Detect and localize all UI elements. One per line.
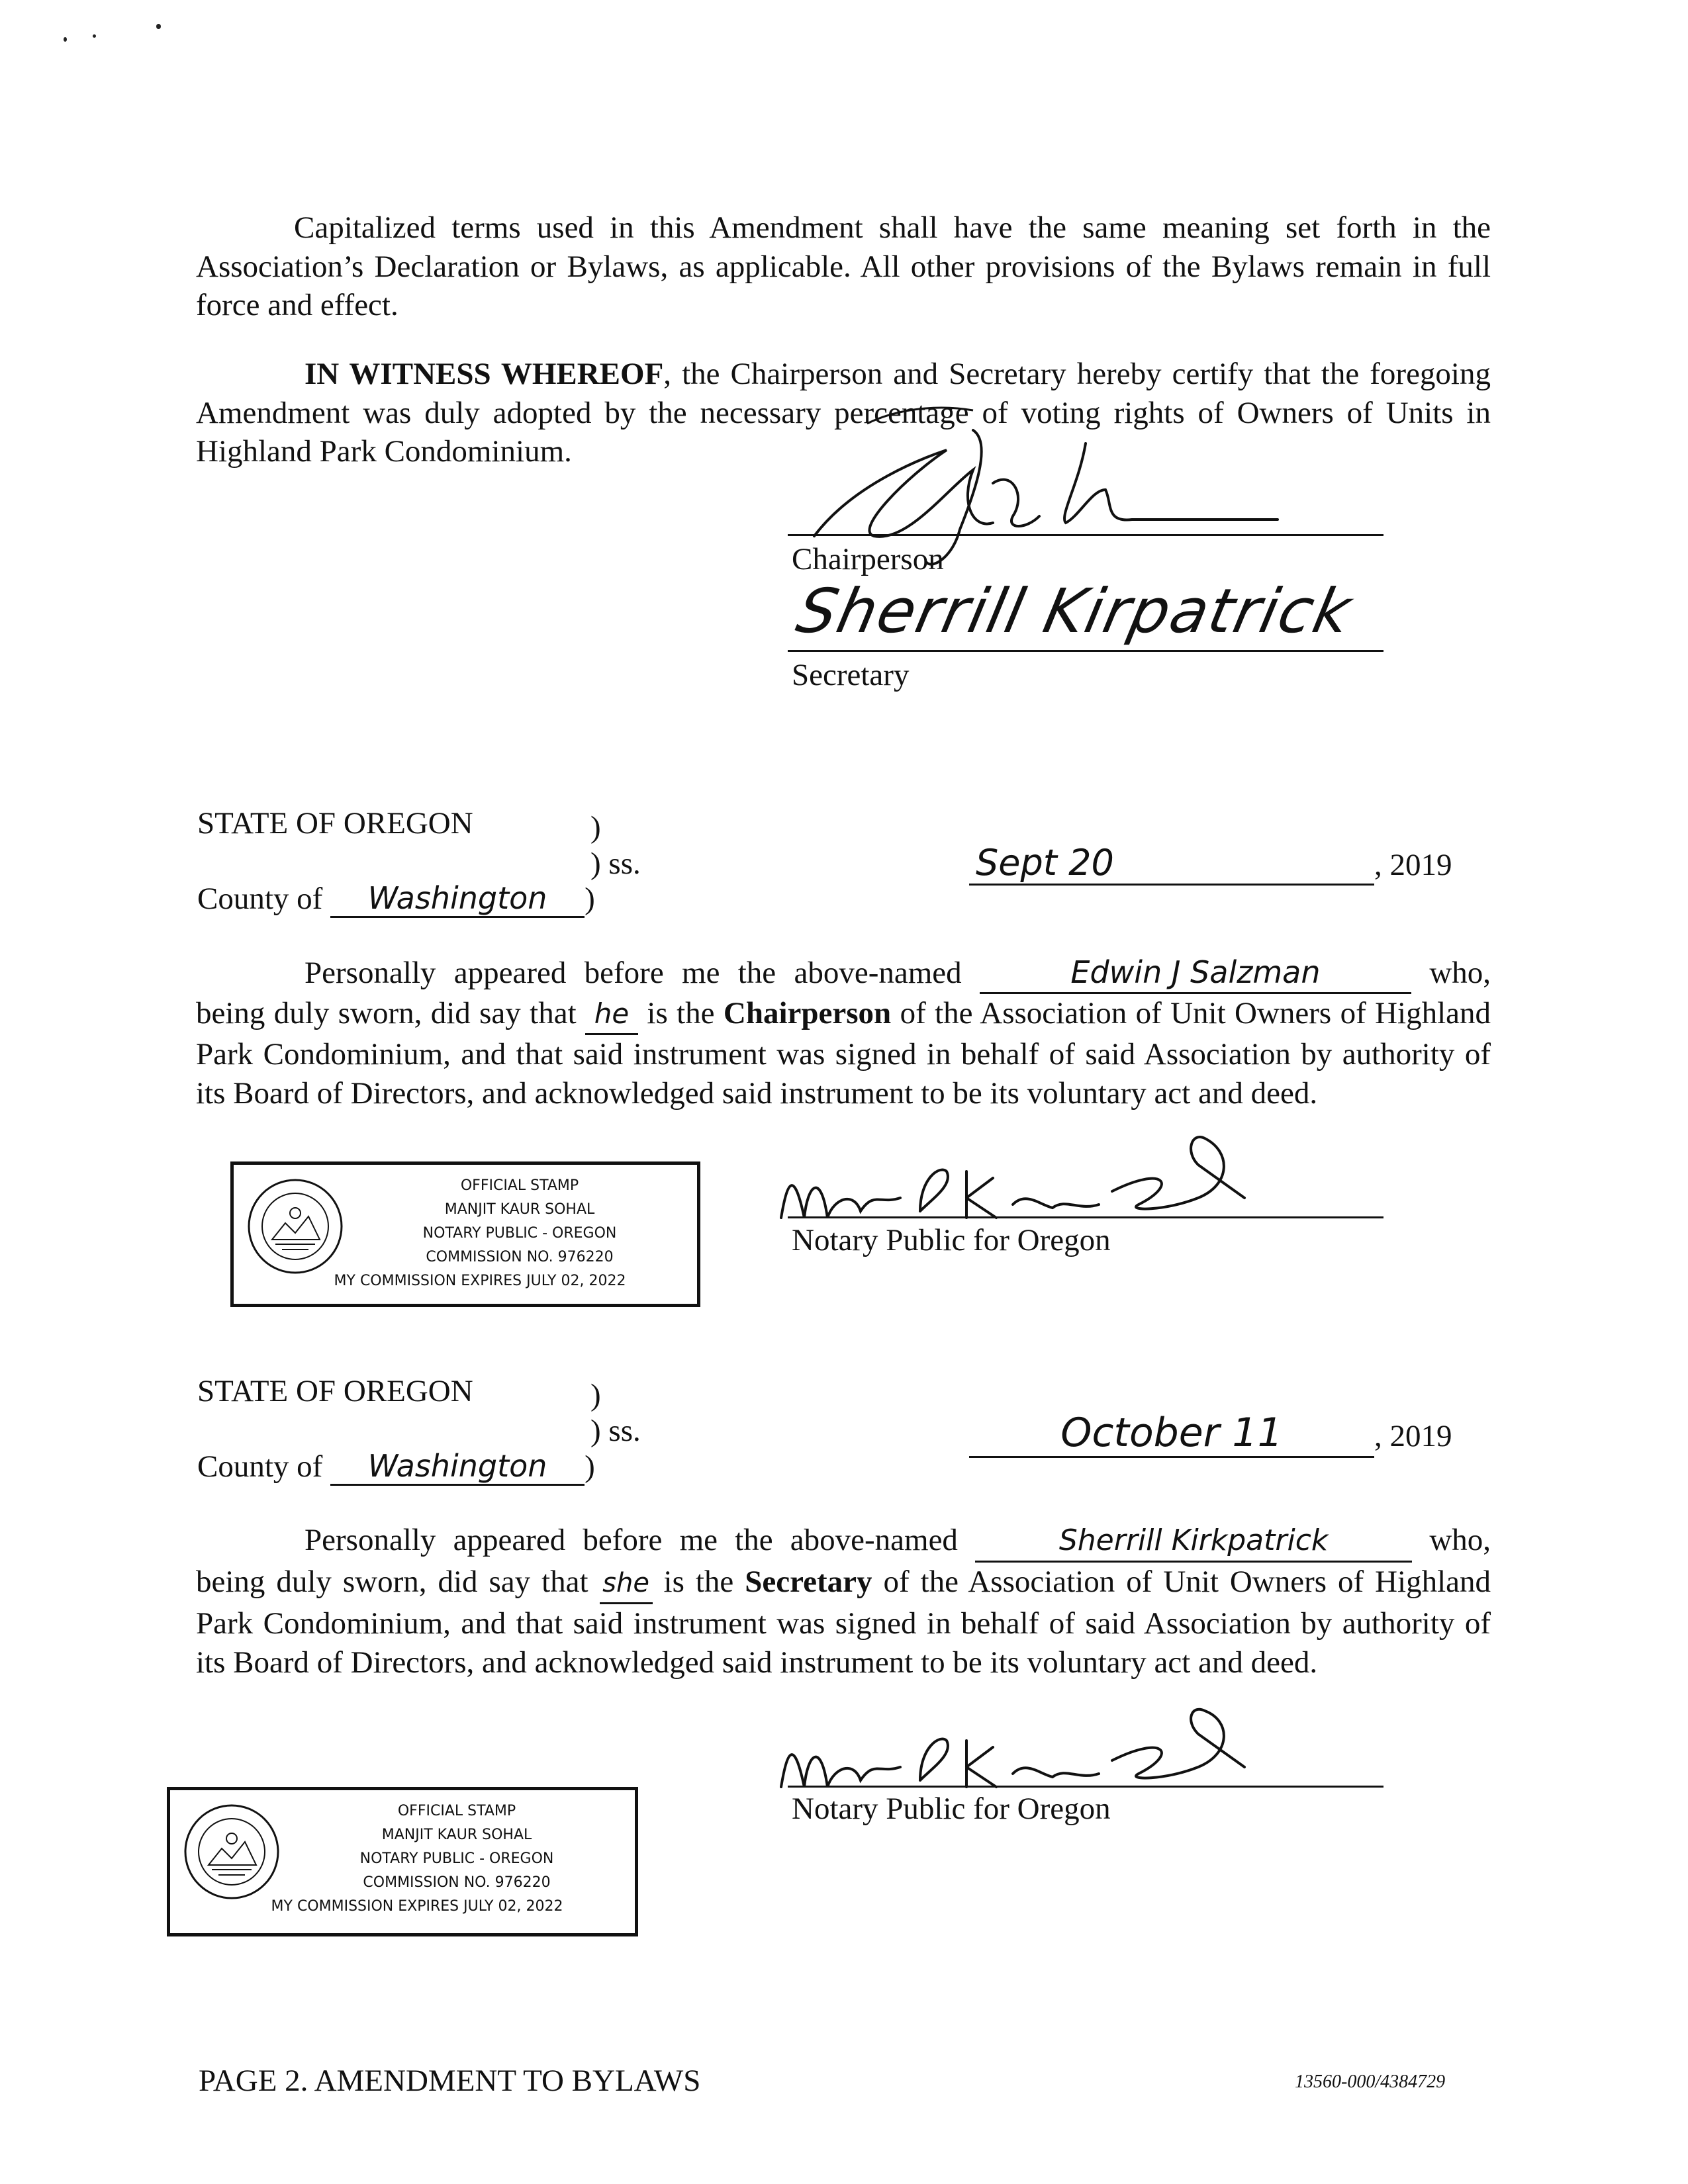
scan-speck: [93, 34, 96, 38]
stamp-line-1: OFFICIAL STAMP: [460, 1177, 579, 1194]
notary-label: Notary Public for Oregon: [792, 1223, 1111, 1257]
notary-signature-line: [788, 1216, 1383, 1218]
date-line: October 11 , 2019: [969, 1410, 1452, 1458]
date-handwritten: October 11: [969, 1410, 1374, 1458]
stamp-line-5: MY COMMISSION EXPIRES JULY 02, 2022: [334, 1273, 626, 1289]
notary-label: Notary Public for Oregon: [792, 1792, 1111, 1826]
secretary-label: Secretary: [792, 658, 910, 692]
scan-speck: [64, 37, 67, 42]
official-stamp: [230, 1161, 700, 1307]
chairperson-signature-line: [788, 534, 1383, 536]
notary-signature-line: [788, 1786, 1383, 1788]
ss-marker: ) ss.: [590, 846, 641, 881]
scan-speck: [156, 24, 161, 29]
chairperson-label: Chairperson: [792, 542, 944, 576]
name-handwritten: Edwin J Salzman: [980, 953, 1411, 994]
state-line: STATE OF OREGON: [197, 806, 473, 841]
witness-text: , the Chairperson and Secretary hereby certify that the foregoing Amendment was duly adopted by the necessary percentage of voting rights of Owners of Units in Highland Park Condominium.: [196, 357, 1491, 469]
county-handwritten: Washington: [330, 1448, 585, 1486]
intro-paragraph: Capitalized terms used in this Amendment shall have the same meaning set forth in the Association’s Declaration or Bylaws, as applicable. All other provisions of the Bylaws remain in full force and effect.: [196, 210, 1491, 322]
county-line: County of Washington ): [197, 880, 595, 918]
county-handwritten: Washington: [330, 880, 585, 918]
official-stamp: [167, 1787, 638, 1936]
date-handwritten: Sept 20: [969, 842, 1374, 886]
name-handwritten: Sherrill Kirkpatrick: [975, 1522, 1412, 1563]
ss-marker: ) ss.: [590, 1414, 641, 1448]
state-seal-icon: [246, 1177, 345, 1276]
appearance-paragraph: Personally appeared before me the above-named Edwin J Salzman who, being duly sworn, did say that he is the Chairperson of the Association of Unit Owners of Highland Park Condominium, and that said instrument was signed in behalf of said Association by authority of its Board of Directors, and acknowledged said instrument to be its voluntary act and deed.: [196, 954, 1491, 1111]
notary-signature: [768, 1125, 1297, 1231]
stamp-line-4: COMMISSION NO. 976220: [363, 1874, 551, 1891]
stamp-line-2: MANJIT KAUR SOHAL: [381, 1827, 532, 1843]
pronoun-handwritten: he: [585, 995, 638, 1036]
page-footer-title: PAGE 2. AMENDMENT TO BYLAWS: [199, 2064, 701, 2098]
paren-top: ): [590, 810, 601, 844]
secretary-signature: Sherrill Kirpatrick: [790, 576, 1359, 647]
stamp-line-2: MANJIT KAUR SOHAL: [444, 1201, 595, 1218]
stamp-line-1: OFFICIAL STAMP: [397, 1803, 516, 1819]
paren-top: ): [590, 1378, 601, 1412]
stamp-line-5: MY COMMISSION EXPIRES JULY 02, 2022: [271, 1898, 563, 1915]
state-line: STATE OF OREGON: [197, 1374, 473, 1408]
role-chairperson: Chairperson: [723, 995, 892, 1030]
document-number: 13560-000/4384729: [1295, 2071, 1446, 2092]
stamp-line-3: NOTARY PUBLIC - OREGON: [359, 1850, 554, 1867]
stamp-line-4: COMMISSION NO. 976220: [426, 1249, 614, 1265]
pronoun-handwritten: she: [600, 1564, 653, 1605]
state-seal-icon: [182, 1802, 281, 1901]
date-line: Sept 20 , 2019: [969, 842, 1452, 886]
appearance-paragraph: Personally appeared before me the above-named Sherrill Kirkpatrick who, being duly sworn, did say that she is the Secretary of the Association of Unit Owners of Highland Park Condominium, and that said instrument was signed in behalf of said Association by authority of its Board of Directors, and acknowledged said instrument to be its voluntary act and deed.: [196, 1523, 1491, 1680]
county-line: County of Washington ): [197, 1448, 595, 1486]
role-secretary: Secretary: [745, 1564, 872, 1599]
witness-lead: IN WITNESS WHEREOF: [305, 357, 664, 391]
stamp-line-3: NOTARY PUBLIC - OREGON: [422, 1225, 617, 1242]
secretary-signature-line: [788, 650, 1383, 652]
